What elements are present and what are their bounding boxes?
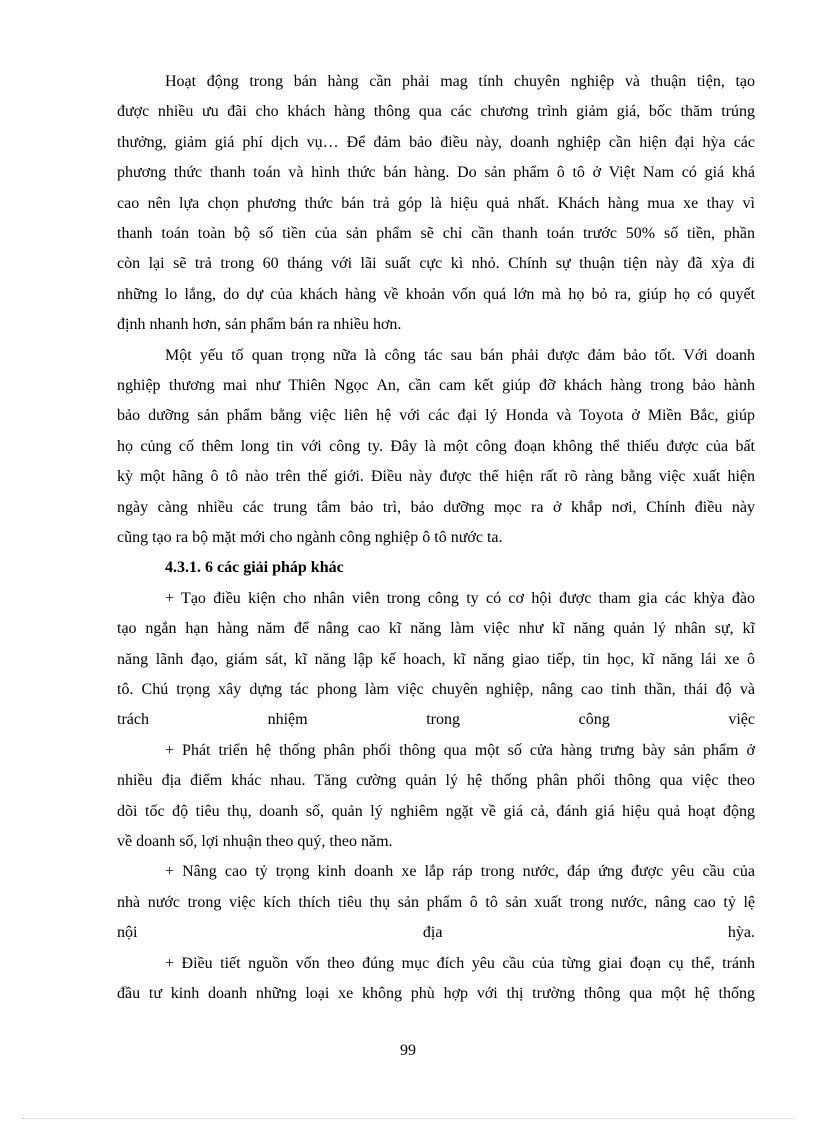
paragraph-line: được nhiều ưu đãi cho khách hàng thông qua các chương trình giảm giá, bốc thăm trúng (117, 103, 755, 120)
paragraph-line: dõi tốc độ tiêu thụ, doanh số, quản lý nghiêm ngặt về giá cả, đánh giá hiệu quả hoạt động (117, 803, 755, 820)
paragraph-line: trách nhiệm trong công việc (117, 711, 755, 728)
paragraph-line: + Điều tiết nguồn vốn theo đúng mục đích yêu cầu của từng giai đoạn cụ thể, tránh (165, 955, 755, 972)
paragraph-line: ngày càng nhiều các trung tâm bảo trì, bảo dưỡng mọc ra ở khắp nơi, Chính điều này (117, 499, 755, 516)
paragraph-line: còn lại sẽ trả trong 60 tháng với lãi suất cực kì nhỏ. Chính sự thuận tiện này đã xỳa đi (117, 255, 755, 272)
paragraph-line: đầu tư kinh doanh những loại xe không phù hợp với thị trường thông qua một hệ thống (117, 985, 755, 1002)
paragraph-line: về doanh số, lợi nhuận theo quý, theo năm. (117, 833, 393, 850)
paragraph-line: bảo dưỡng sản phẩm bằng việc liên hệ với các đại lý Honda và Toyota ở Miền Bắc, giúp (117, 407, 755, 424)
paragraph-line: + Nâng cao tỷ trọng kinh doanh xe lắp ráp trong nước, đáp ứng được yêu cầu của (165, 863, 755, 880)
paragraph-line: định nhanh hơn, sản phẩm bán ra nhiều hơn. (117, 316, 402, 333)
paragraph-line: nhà nước trong việc kích thích tiêu thụ sản phẩm ô tô sản xuất trong nước, nâng cao tỷ lệ (117, 894, 755, 911)
paragraph-line: nhiều địa điểm khác nhau. Tăng cường quản lý hệ thống phân phối thông qua việc theo (117, 772, 755, 789)
paragraph-line: thưởng, giảm giá phí dịch vụ… Để đảm bảo điều này, doanh nghiệp cần hiện đại hỳa các (117, 134, 755, 151)
paragraph-line: nội địa hỳa. (117, 924, 755, 941)
paragraph-line: những lo lắng, do dự của khách hàng về khoản vốn quá lớn mà họ bỏ ra, giúp họ có quyết (117, 286, 755, 303)
paragraph-line: Một yếu tố quan trọng nữa là công tác sau bán phải được đảm bảo tốt. Với doanh (165, 347, 755, 364)
paragraph-line: cũng tạo ra bộ mặt mới cho ngành công nghiệp ô tô nước ta. (117, 529, 503, 546)
paragraph-line: + Tạo điều kiện cho nhân viên trong công ty có cơ hội được tham gia các khỳa đào (165, 590, 755, 607)
paragraph-line: tạo ngắn hạn hàng năm để nâng cao kĩ năng làm việc như kĩ năng quản lý nhân sự, kĩ (117, 620, 755, 637)
page-number: 99 (400, 1042, 416, 1059)
paragraph-line: Hoạt động trong bán hàng cần phải mag tính chuyên nghiệp và thuận tiện, tạo (165, 73, 755, 90)
paragraph-line: kỳ một hãng ô tô nào trên thế giới. Điều này được thể hiện rất rõ ràng bằng việc xuất hiện (117, 468, 755, 485)
paragraph-line: tô. Chú trọng xây dựng tác phong làm việc chuyên nghiệp, nâng cao tinh thần, thái độ và (117, 681, 755, 698)
section-heading: 4.3.1. 6 các giải pháp khác (165, 559, 344, 576)
page-bottom-rule (22, 1118, 794, 1119)
paragraph-line: nghiệp thương mai như Thiên Ngọc An, cần cam kết giúp đỡ khách hàng trong bảo hành (117, 377, 755, 394)
paragraph-line: phương thức thanh toán và hình thức bán hàng. Do sản phẩm ô tô ở Việt Nam có giá khá (117, 164, 755, 181)
paragraph-line: thanh toán toàn bộ số tiền của sản phẩm sẽ chỉ cần thanh toán trước 50% số tiền, phần (117, 225, 755, 242)
paragraph-line: cao nên lựa chọn phương thức bán trả góp là hiệu quả nhất. Khách hàng mua xe thay vì (117, 195, 755, 212)
paragraph-line: họ củng cố thêm long tin với công ty. Đây là một công đoạn không thể thiếu được của bất (117, 438, 755, 455)
paragraph-line: + Phát triển hệ thống phân phối thông qua một số cửa hàng trưng bày sản phẩm ở (165, 742, 755, 759)
paragraph-line: năng lãnh đạo, giám sát, kĩ năng lập kế hoach, kĩ năng giao tiếp, tin học, kĩ năng lái xe ô (117, 651, 755, 668)
